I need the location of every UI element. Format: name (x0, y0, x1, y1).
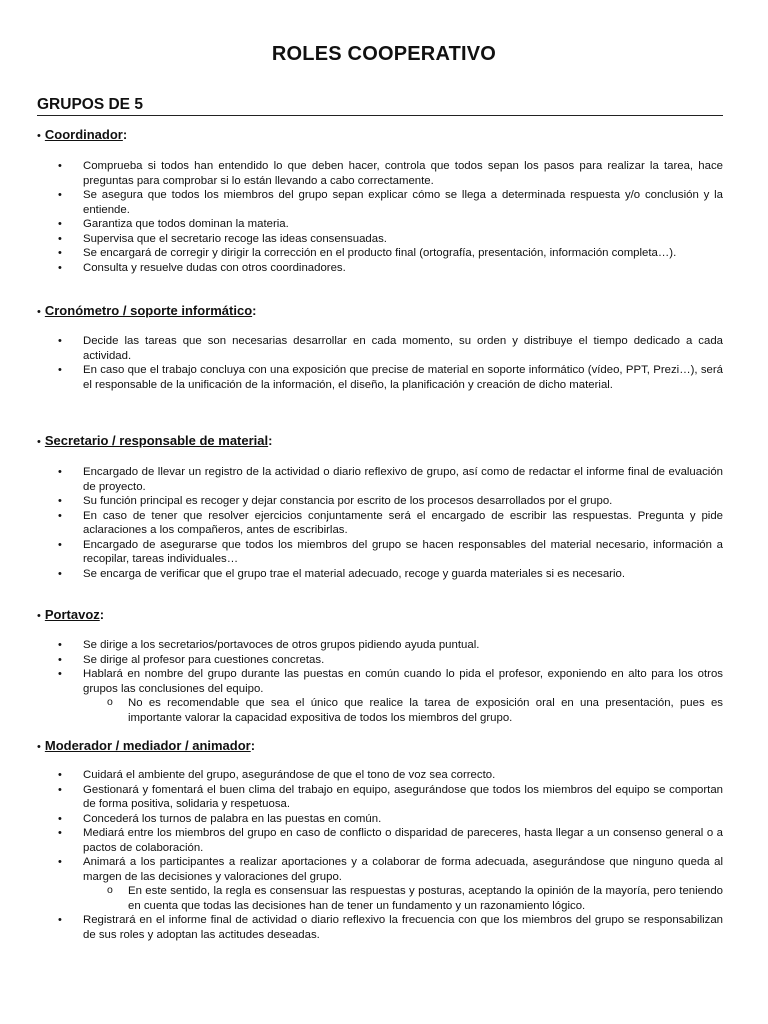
list-item: • Se encargará de corregir y dirigir la corrección en el producto final (ortografía, presentación, información completa…). (0, 246, 768, 261)
list-item: • Mediará entre los miembros del grupo en caso de conflicto o disparidad de pareceres, hasta llegar a un consenso general o a pactos de colaboración. (0, 826, 768, 855)
heading-text: Coordinador (44, 127, 123, 142)
section-heading-cronometro: • Cronómetro / soporte informático: (37, 303, 257, 318)
heading-bullet-icon: • (37, 610, 41, 622)
list-item: • Se dirige a los secretarios/portavoces de otros grupos pidiendo ayuda puntual. (0, 638, 768, 653)
list-item: • Consulta y resuelve dudas con otros coordinadores. (0, 261, 768, 276)
heading-text: Portavoz (44, 607, 100, 622)
section-heading-coordinador: • Coordinador: (37, 127, 128, 142)
heading-text: Moderador / mediador / animador (44, 738, 251, 753)
subtitle-divider (37, 115, 723, 116)
list-item: • Comprueba si todos han entendido lo que deben hacer, controla que todos sepan los pasos para realizar la tarea, hace preguntas para comprobar si lo están llevando a cabo correctamente. (0, 159, 768, 188)
heading-text: Secretario / responsable de material (44, 433, 269, 448)
list-item: • Garantiza que todos dominan la materia. (0, 217, 768, 232)
cronometro-list (0, 334, 768, 392)
document-title: ROLES COOPERATIVO (271, 43, 497, 65)
list-item: • Registrará en el informe final de actividad o diario reflexivo la frecuencia con que los miembros del grupo se responsabilizan de sus roles y adoptan las actitudes deseadas. (0, 913, 768, 942)
list-item: • Se encarga de verificar que el grupo trae el material adecuado, recoge y guarda materiales si es necesario. (0, 567, 768, 582)
section-heading-secretario: • Secretario / responsable de material: (37, 433, 273, 448)
sub-list-item: o No es recomendable que sea el único que realice la tarea de exposición oral en una presentación, pues es importante valorar la capacidad expositiva de todos los miembros del grupo. (0, 696, 768, 725)
heading-bullet-icon: • (37, 130, 41, 142)
heading-text: Cronómetro / soporte informático (44, 303, 253, 318)
list-item: • Supervisa que el secretario recoge las ideas consensuadas. (0, 232, 768, 247)
list-item: • Gestionará y fomentará el buen clima del trabajo en equipo, asegurándose que todos los miembros del equipo se comportan de forma positiva, solidaria y respetuosa. (0, 783, 768, 812)
list-item: • Concederá los turnos de palabra en las puestas en común. (0, 812, 768, 827)
list-item: • Se asegura que todos los miembros del grupo sepan explicar cómo se llega a determinada respuesta y/o conclusión y la entiende. (0, 188, 768, 217)
coordinador-list (0, 159, 768, 275)
list-item: • En caso de tener que resolver ejercicios conjuntamente será el encargado de escribir las respuestas. Pregunta y pide aclaraciones a los compañeros, antes de escribirlas. (0, 509, 768, 538)
heading-bullet-icon: • (37, 306, 41, 318)
list-item: • Encargado de llevar un registro de la actividad o diario reflexivo de grupo, así como de redactar el informe final de evaluación de proyecto. (0, 465, 768, 494)
secretario-list (0, 465, 768, 581)
sub-list-item: o En este sentido, la regla es consensuar las respuestas y posturas, aceptando la opinión de la mayoría, pero teniendo en cuenta que todas las decisiones han de tener un fundamento y un razonamiento lógico. (0, 884, 768, 913)
section-heading-moderador: • Moderador / mediador / animador: (37, 738, 256, 753)
section-heading-portavoz: • Portavoz: (37, 607, 105, 622)
list-item: • Cuidará el ambiente del grupo, asegurándose de que el tono de voz sea correcto. (0, 768, 768, 783)
list-item: • Su función principal es recoger y dejar constancia por escrito de los procesos desarrollados por el grupo. (0, 494, 768, 509)
heading-bullet-icon: • (37, 436, 41, 448)
section-subtitle: GRUPOS DE 5 (37, 96, 143, 113)
portavoz-list (0, 638, 768, 725)
heading-bullet-icon: • (37, 741, 41, 753)
moderador-list (0, 768, 768, 942)
list-item: • Decide las tareas que son necesarias desarrollar en cada momento, su orden y distribuye el tiempo dedicado a cada actividad. (0, 334, 768, 363)
list-item: • Encargado de asegurarse que todos los miembros del grupo se hacen responsables del material necesario, información a recopilar, tareas individuales… (0, 538, 768, 567)
list-item: • En caso que el trabajo concluya con una exposición que precise de material en soporte informático (vídeo, PPT, Prezi…), será el responsable de la unificación de la información, el diseño, la planificación y creación de dicho material. (0, 363, 768, 392)
list-item: • Animará a los participantes a realizar aportaciones y a colaborar de forma adecuada, asegurándose que ninguno queda al margen de las decisiones y valoraciones del grupo. (0, 855, 768, 884)
list-item: • Se dirige al profesor para cuestiones concretas. (0, 653, 768, 668)
list-item: • Hablará en nombre del grupo durante las puestas en común cuando lo pida el profesor, exponiendo en alto para los otros grupos las conclusiones del equipo. (0, 667, 768, 696)
